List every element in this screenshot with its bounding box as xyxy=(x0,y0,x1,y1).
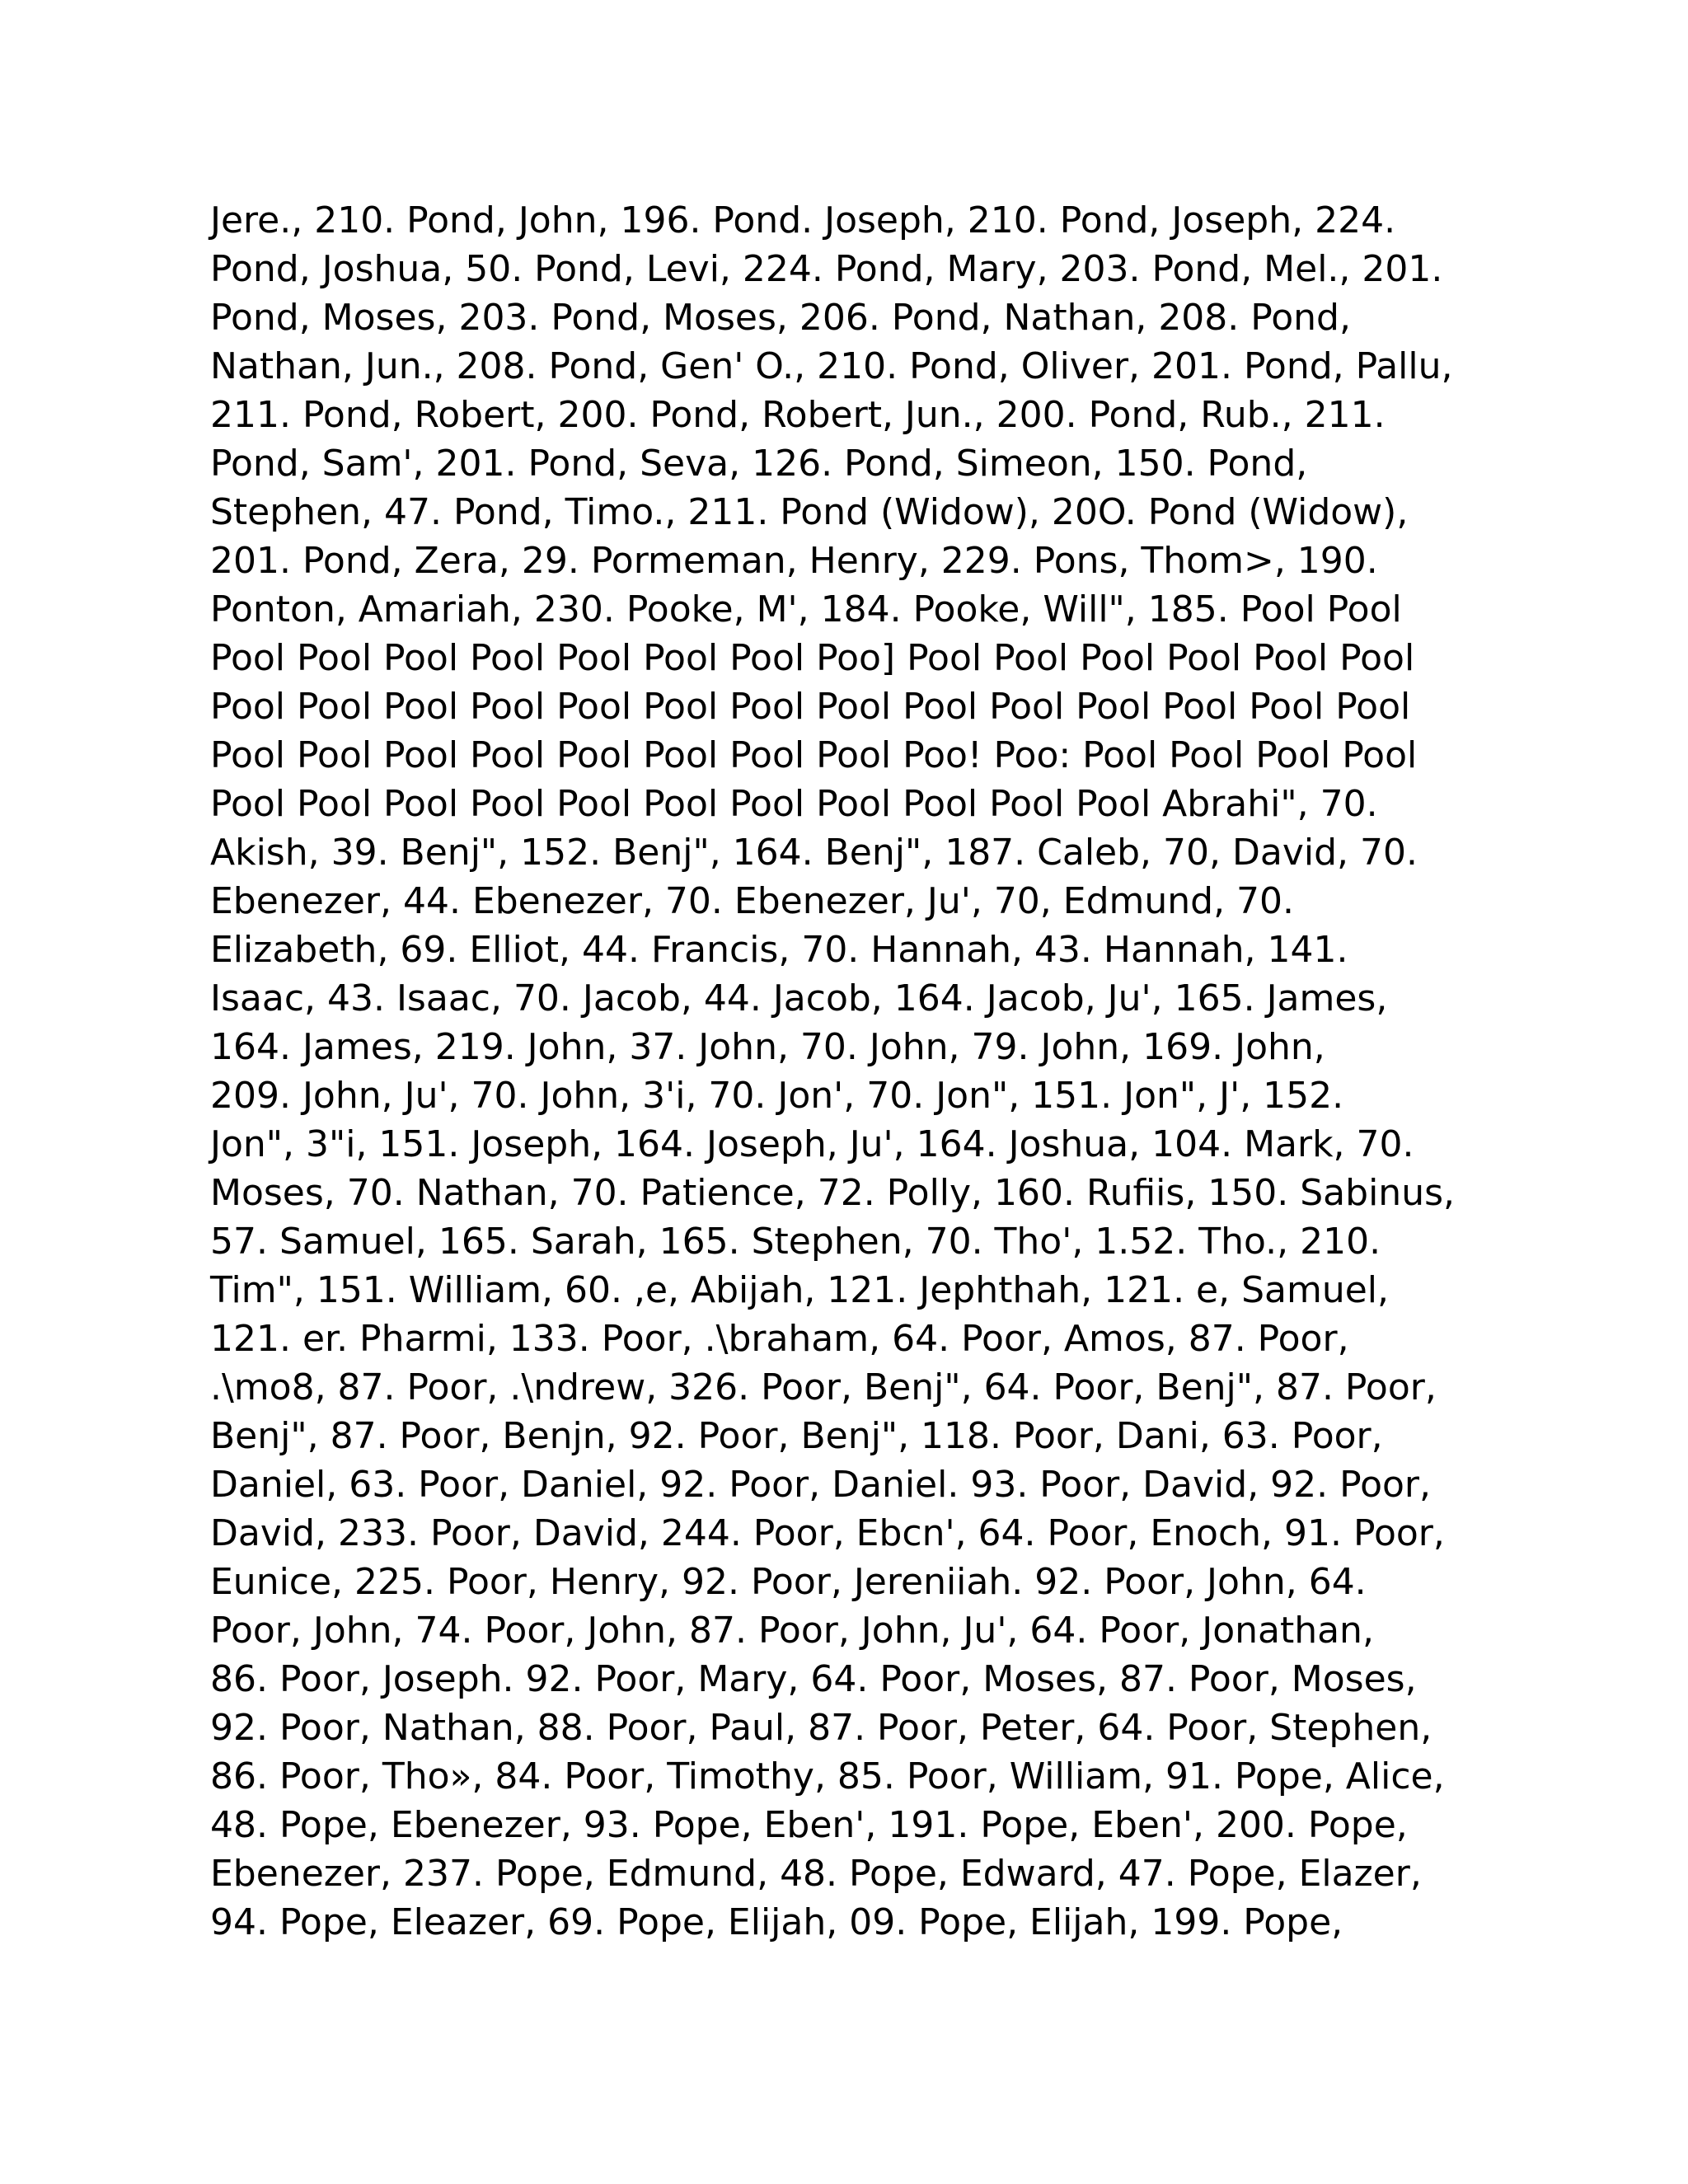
text-line: Poor, John, 74. Poor, John, 87. Poor, John, Ju', 64. Poor, Jonathan, xyxy=(210,1610,1374,1652)
text-line: Pond, Joshua, 50. Pond, Levi, 224. Pond, Mary, 203. Pond, Mel., 201. xyxy=(210,248,1443,290)
text-line: 57. Samuel, 165. Sarah, 165. Stephen, 70. Tho', 1.52. Tho., 210. xyxy=(210,1221,1381,1263)
text-line: 209. John, Ju', 70. John, 3'i, 70. Jon', 70. Jon", 151. Jon", J', 152. xyxy=(210,1075,1344,1117)
text-line: Eunice, 225. Poor, Henry, 92. Poor, Jereniiah. 92. Poor, John, 64. xyxy=(210,1561,1367,1603)
text-line: 94. Pope, Eleazer, 69. Pope, Elijah, 09. Pope, Elijah, 199. Pope, xyxy=(210,1901,1343,1943)
text-line: Pool Pool Pool Pool Pool Pool Pool Pool Pool Pool Pool Pool Pool Pool xyxy=(210,686,1411,728)
text-line: Ebenezer, 237. Pope, Edmund, 48. Pope, Edward, 47. Pope, Elazer, xyxy=(210,1853,1422,1895)
text-line: Elizabeth, 69. Elliot, 44. Francis, 70. Hannah, 43. Hannah, 141. xyxy=(210,929,1348,971)
text-line: 48. Pope, Ebenezer, 93. Pope, Eben', 191. Pope, Eben', 200. Pope, xyxy=(210,1804,1408,1846)
text-line: Jon", 3"i, 151. Joseph, 164. Joseph, Ju', 164. Joshua, 104. Mark, 70. xyxy=(210,1123,1414,1165)
text-line: 86. Poor, Joseph. 92. Poor, Mary, 64. Poor, Moses, 87. Poor, Moses, xyxy=(210,1658,1417,1700)
text-line: 86. Poor, Tho», 84. Poor, Timothy, 85. Poor, William, 91. Pope, Alice, xyxy=(210,1755,1445,1797)
text-line: 92. Poor, Nathan, 88. Poor, Paul, 87. Poor, Peter, 64. Poor, Stephen, xyxy=(210,1707,1432,1749)
text-line: Pool Pool Pool Pool Pool Pool Pool Pool Pool Pool Pool Abrahi", 70. xyxy=(210,783,1378,825)
text-line: Pond, Sam', 201. Pond, Seva, 126. Pond, Simeon, 150. Pond, xyxy=(210,443,1308,485)
index-text-block xyxy=(210,196,1496,1947)
text-line: Benj", 87. Poor, Benjn, 92. Poor, Benj", 118. Poor, Dani, 63. Poor, xyxy=(210,1415,1383,1457)
text-line: Tim", 151. William, 60. ,e, Abijah, 121. Jephthah, 121. e, Samuel, xyxy=(210,1269,1389,1311)
text-line: Jere., 210. Pond, John, 196. Pond. Joseph, 210. Pond, Joseph, 224. xyxy=(210,199,1396,241)
text-line: Ponton, Amariah, 230. Pooke, M', 184. Pooke, Will", 185. Pool Pool xyxy=(210,588,1402,630)
text-line: Moses, 70. Nathan, 70. Patience, 72. Polly, 160. Rufiis, 150. Sabinus, xyxy=(210,1172,1455,1214)
text-line: 211. Pond, Robert, 200. Pond, Robert, Jun., 200. Pond, Rub., 211. xyxy=(210,394,1386,436)
text-line: David, 233. Poor, David, 244. Poor, Ebcn', 64. Poor, Enoch, 91. Poor, xyxy=(210,1512,1445,1554)
text-line: .\mo8, 87. Poor, .\ndrew, 326. Poor, Benj", 64. Poor, Benj", 87. Poor, xyxy=(210,1366,1437,1408)
text-line: Akish, 39. Benj", 152. Benj", 164. Benj", 187. Caleb, 70, David, 70. xyxy=(210,832,1418,874)
text-line: Stephen, 47. Pond, Timo., 211. Pond (Widow), 20O. Pond (Widow), xyxy=(210,491,1409,533)
text-line: Daniel, 63. Poor, Daniel, 92. Poor, Daniel. 93. Poor, David, 92. Poor, xyxy=(210,1464,1432,1506)
text-line: Ebenezer, 44. Ebenezer, 70. Ebenezer, Ju', 70, Edmund, 70. xyxy=(210,880,1295,922)
text-line: Pond, Moses, 203. Pond, Moses, 206. Pond, Nathan, 208. Pond, xyxy=(210,297,1351,339)
text-line: Pool Pool Pool Pool Pool Pool Pool Poo] Pool Pool Pool Pool Pool Pool xyxy=(210,637,1415,679)
text-line: 201. Pond, Zera, 29. Pormeman, Henry, 229. Pons, Thom>, 190. xyxy=(210,540,1378,582)
text-line: 121. er. Pharmi, 133. Poor, .\braham, 64. Poor, Amos, 87. Poor, xyxy=(210,1318,1349,1360)
text-line: Pool Pool Pool Pool Pool Pool Pool Pool Poo! Poo: Pool Pool Pool Pool xyxy=(210,734,1418,776)
text-line: Isaac, 43. Isaac, 70. Jacob, 44. Jacob, 164. Jacob, Ju', 165. James, xyxy=(210,977,1388,1019)
text-line: 164. James, 219. John, 37. John, 70. John, 79. John, 169. John, xyxy=(210,1026,1325,1068)
text-line: Nathan, Jun., 208. Pond, Gen' O., 210. Pond, Oliver, 201. Pond, Pallu, xyxy=(210,345,1453,387)
